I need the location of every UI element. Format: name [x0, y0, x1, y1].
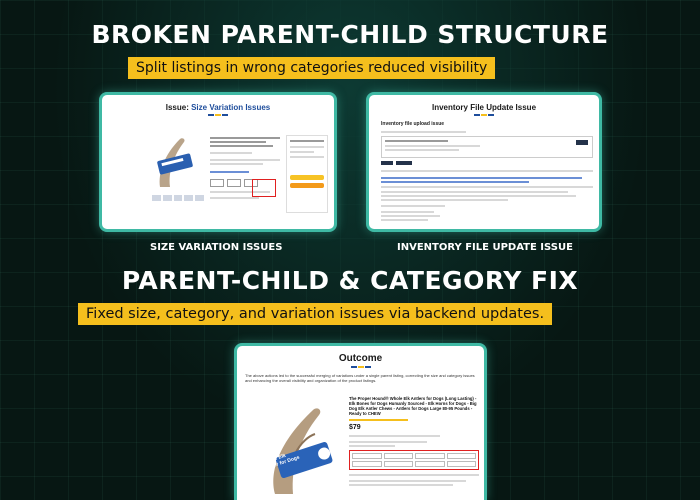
buy-now-button — [290, 183, 324, 188]
antler-package-label: Whole Elk Antler for Dogs — [262, 452, 301, 472]
buy-box — [286, 135, 328, 213]
caption-size-variation: SIZE VARIATION ISSUES — [150, 242, 283, 253]
highlight-fixed-issues: Fixed size, category, and variation issues via backend updates. — [78, 303, 552, 325]
card3-title-accent-bars — [237, 366, 484, 368]
merged-variation-table — [349, 450, 479, 470]
outcome-product-details — [349, 396, 479, 488]
card1-title: Issue: Size Variation Issues — [165, 103, 271, 112]
outcome-screenshot-card — [234, 343, 487, 500]
outcome-antler-image — [255, 402, 345, 497]
product-price: $79 — [349, 424, 361, 431]
inventory-file-screenshot-card — [366, 92, 602, 232]
section-headline-fix: PARENT-CHILD & CATEGORY FIX — [121, 266, 579, 295]
caption-inventory-file: INVENTORY FILE UPDATE ISSUE — [397, 242, 573, 253]
card2-title-accent-bars — [369, 114, 599, 116]
thumbnail-row — [152, 195, 204, 201]
card2-title: Inventory File Update Issue — [431, 103, 537, 112]
section-headline-broken-structure: BROKEN PARENT-CHILD STRUCTURE — [91, 20, 609, 49]
product-title: The Proper Hound® Whole Elk Antlers for Dogs (Long Lasting) - Elk Bones for Dogs Humanly Sourced - Elk Horns for Dogs - Big Dog Elk Antler Chews - Antlers for Dogs Large 80-95 Pounds - Ready to CHEW — [349, 396, 477, 416]
card3-title: Outcome — [338, 353, 383, 364]
highlight-split-listings: Split listings in wrong categories reduced visibility — [128, 57, 495, 79]
highlighted-size-variation-box — [252, 179, 276, 197]
card2-case-log — [381, 129, 593, 223]
outcome-description: The above actions led to the successful merging of variations under a single parent listing, correcting the size and category issues and enhancing the overall visibility and organization of the product listings. — [245, 373, 475, 383]
card2-subtitle: Inventory file upload issue — [381, 121, 445, 127]
antler-product-image — [146, 133, 204, 191]
add-to-cart-button — [290, 175, 324, 180]
size-variation-screenshot-card — [99, 92, 337, 232]
card1-title-accent-bars — [102, 114, 334, 116]
